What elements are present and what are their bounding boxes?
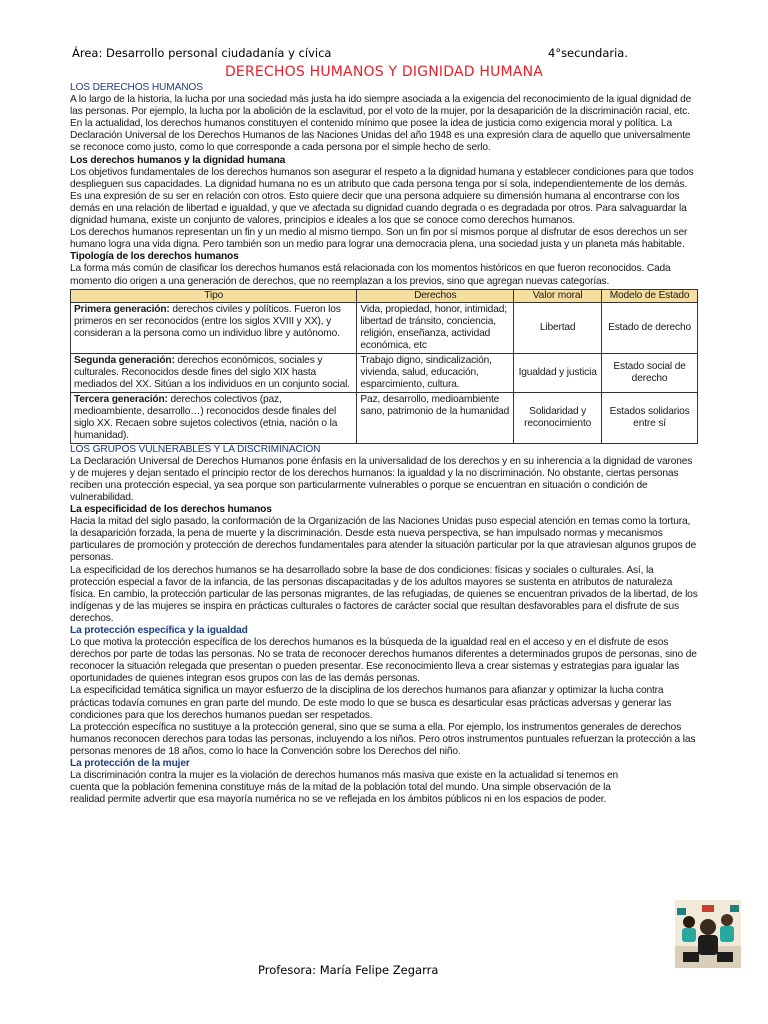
- document-title: DERECHOS HUMANOS Y DIGNIDAD HUMANA: [224, 64, 544, 80]
- cell-tipo: [71, 302, 357, 353]
- cell-valor-moral: Igualdad y justicia: [514, 353, 602, 392]
- cell-valor-moral: Libertad: [514, 302, 602, 353]
- paragraph: La Declaración Universal de Derechos Humanos pone énfasis en la universalidad de los derechos y en su inherencia a la dignidad de varones y de mujeres y dejan sentado el principio rector de los derechos humanos: la igualdad y la no discriminación. No obstante, ciertas personas reciben una protección especial, ya sea porque son particularmente vulnerables o porque se encuentran en situación o condición de vulnerabilidad.: [70, 455, 693, 503]
- paragraph: A lo largo de la historia, la lucha por una sociedad más justa ha ido siempre asociada a la exigencia del reconocimiento de la igual dignidad de las personas. Por ejemplo, la lucha por la abolición de la esclavitud, por el voto de la mujer, por la desaparición de la discriminación racial, etc. En la actualidad, los derechos humanos constituyen el contenido mínimo que posee la idea de justicia como exigencia moral y política. La Declaración Universal de los Derechos Humanos de las Naciones Unidas del año 1948 es una expresión clara de aquello que universalmente se reconoce como justo, como lo que corresponde a cada persona por el simple hecho de serlo.: [70, 94, 692, 154]
- generations-table: [70, 289, 698, 444]
- cell-tipo: [71, 353, 357, 392]
- cell-derechos: Vida, propiedad, honor, intimidad; libertad de tránsito, conciencia, religión, enseñanza, actividad económica, etc: [357, 302, 514, 353]
- paragraph: La especificidad de los derechos humanos se ha desarrollado sobre la base de dos condiciones: físicas y sociales o culturales. Así, la protección especial a favor de la infancia, de las personas discapacitadas y de los adultos mayores se sustenta en atributos de naturaleza física. En cambio, la protección particular de las personas migrantes, de las refugiadas, de quienes se encuentran privados de la libertad, de los indígenas y de las mujeres se inspira en prácticas culturales o factores de carácter social que resultan desfavorables para el disfrute de sus derechos.: [70, 564, 698, 624]
- table-header-row: [71, 289, 698, 302]
- paragraph: La forma más común de clasificar los derechos humanos está relacionada con los momentos históricos en que fueron reconocidos. Cada momento dio origen a una generación de derechos, que no reemplazan a los previos, sino que agregan nuevas categorías.: [70, 263, 671, 287]
- column-header-tipo: Tipo: [71, 289, 357, 302]
- paragraph: La discriminación contra la mujer es la violación de derechos humanos más masiva que existe en la actualidad si tenemos en cuenta que la población femenina constituye más de la mitad de la población total del mundo. Una simple observación de la realidad permite advertir que esa mayoría numérica no se ve reflejada en los ámbitos públicos ni en los espacios de poder.: [70, 770, 618, 806]
- generation-description: derechos civiles y políticos. Fueron los primeros en ser reconocidos (entre los siglos XVIII y XX), y consideran a la persona como un individuo libre y autónomo.: [74, 303, 341, 339]
- section-heading-proteccion-mujer: La protección de la mujer: [70, 758, 190, 770]
- paragraph: La protección específica no sustituye a la protección general, sino que se suma a ella. Por ejemplo, los instrumentos generales de derechos humanos reconocen derechos para todas las personas, incluyendo a los niños. Pero otros instrumentos puntuales refuerzan la protección a las personas menores de 18 años, como lo hace la Convención sobre los Derechos del niño.: [70, 721, 696, 757]
- generation-label: Segunda generación:: [74, 354, 175, 366]
- section-heading-especificidad: La especificidad de los derechos humanos: [70, 504, 272, 516]
- section-heading-proteccion-igualdad: La protección específica y la igualdad: [70, 625, 248, 636]
- cell-modelo-estado: Estados solidarios entre sí: [602, 392, 698, 443]
- header-line: [72, 46, 692, 60]
- generation-label: Primera generación:: [74, 303, 170, 315]
- section-heading-derechos-humanos: LOS DERECHOS HUMANOS: [70, 82, 203, 93]
- cell-tipo: [71, 392, 357, 443]
- cell-derechos: Trabajo digno, sindicalización, vivienda, salud, educación, esparcimiento, cultura.: [357, 353, 514, 392]
- paragraph: Lo que motiva la protección específica de los derechos humanos es la búsqueda de la igualdad real en el acceso y en el disfrute de esos derechos por parte de todas las personas. No se trata de reconocer derechos humanos diferentes a determinados grupos de personas, sino de reconocer la situación relegada que presentan o pueden presentar. Ese reconocimiento lleva a crear sistemas y estrategias para igualar las oportunidades de quienes integran esos grupos con las de las demás personas.: [70, 637, 697, 685]
- generation-description: derechos colectivos (paz, medioambiente, desarrollo…) reconocidos desde finales del siglo XX. Recaen sobre sujetos colectivos (etnia, nación o la humanidad).: [74, 393, 338, 441]
- teacher-credit: Profesora: María Felipe Zegarra: [258, 963, 439, 977]
- section-heading-grupos-vulnerables: LOS GRUPOS VULNERABLES Y LA DISCRIMINACIÓN: [70, 443, 321, 455]
- cell-valor-moral: Solidaridad y reconocimiento: [514, 392, 602, 443]
- paragraph: La especificidad temática significa un mayor esfuerzo de la disciplina de los derechos humanos para afianzar y optimizar la lucha contra prácticas todavía comunes en gran parte del mundo. De este modo lo que se busca es desarticular esas prácticas adversas y generar las condiciones para que los derechos humanos puedan ser respetados.: [70, 685, 672, 721]
- section-heading-tipologia: Tipología de los derechos humanos: [70, 251, 239, 263]
- section-heading-dignidad: Los derechos humanos y la dignidad humana: [70, 154, 286, 166]
- grade-level: 4°secundaria.: [548, 46, 629, 60]
- paragraph: Los objetivos fundamentales de los derechos humanos son asegurar el respeto a la dignidad humana y establecer condiciones para que todos desplieguen sus capacidades. La dignidad humana no es un atributo que cada persona tenga por sí sola, independientemente de los demás.: [70, 166, 694, 190]
- subject-area: Área: Desarrollo personal ciudadanía y cívica: [72, 46, 332, 60]
- cell-modelo-estado: Estado social de derecho: [602, 353, 698, 392]
- column-header-derechos: Derechos: [357, 289, 514, 302]
- cell-modelo-estado: Estado de derecho: [602, 302, 698, 353]
- generation-description: derechos económicos, sociales y culturales. Reconocidos desde fines del siglo XIX hasta mediados del XX. Sitúan a los individuos en un conjunto social.: [74, 354, 350, 390]
- paragraph: Hacia la mitad del siglo pasado, la conformación de la Organización de las Naciones Unidas puso especial atención en temas como la tortura, la desaparición forzada, la pena de muerte y la discriminación. Desde esta nueva perspectiva, se han impulsado normas y mecanismos particulares de promoción y protección de derechos fundamentales para atender la situación particular por la que atraviesan algunos grupos de personas.: [70, 516, 697, 564]
- table-row: [71, 302, 698, 353]
- table-row: [71, 392, 698, 443]
- generation-label: Tercera generación:: [74, 393, 168, 405]
- document-body: [70, 82, 698, 806]
- column-header-valor-moral: Valor moral: [514, 289, 602, 302]
- paragraph: Es una expresión de su ser en relación con otros. Esto quiere decir que una persona adquiere su dimensión humana al encontrarse con los demás en una relación de libertad e igualdad, y que ve afectada su dignidad cuando degrada o es degradada por otros. Para salvaguardar la dignidad humana, existe un conjunto de valores, principios e ideales a los que se conoce como derechos humanos.: [70, 190, 687, 227]
- cell-derechos: Paz, desarrollo, medioambiente sano, patrimonio de la humanidad: [357, 392, 514, 443]
- column-header-modelo-estado: Modelo de Estado: [602, 289, 698, 302]
- paragraph: Los derechos humanos representan un fin y un medio al mismo tiempo. Son un fin por sí mismos porque al disfrutar de esos derechos un ser humano logra una vida digna. Pero también son un medio para lograr una democracia plena, una sociedad justa y un planeta más habitable.: [70, 227, 688, 251]
- women-protest-illustration: [675, 900, 741, 968]
- table-row: [71, 353, 698, 392]
